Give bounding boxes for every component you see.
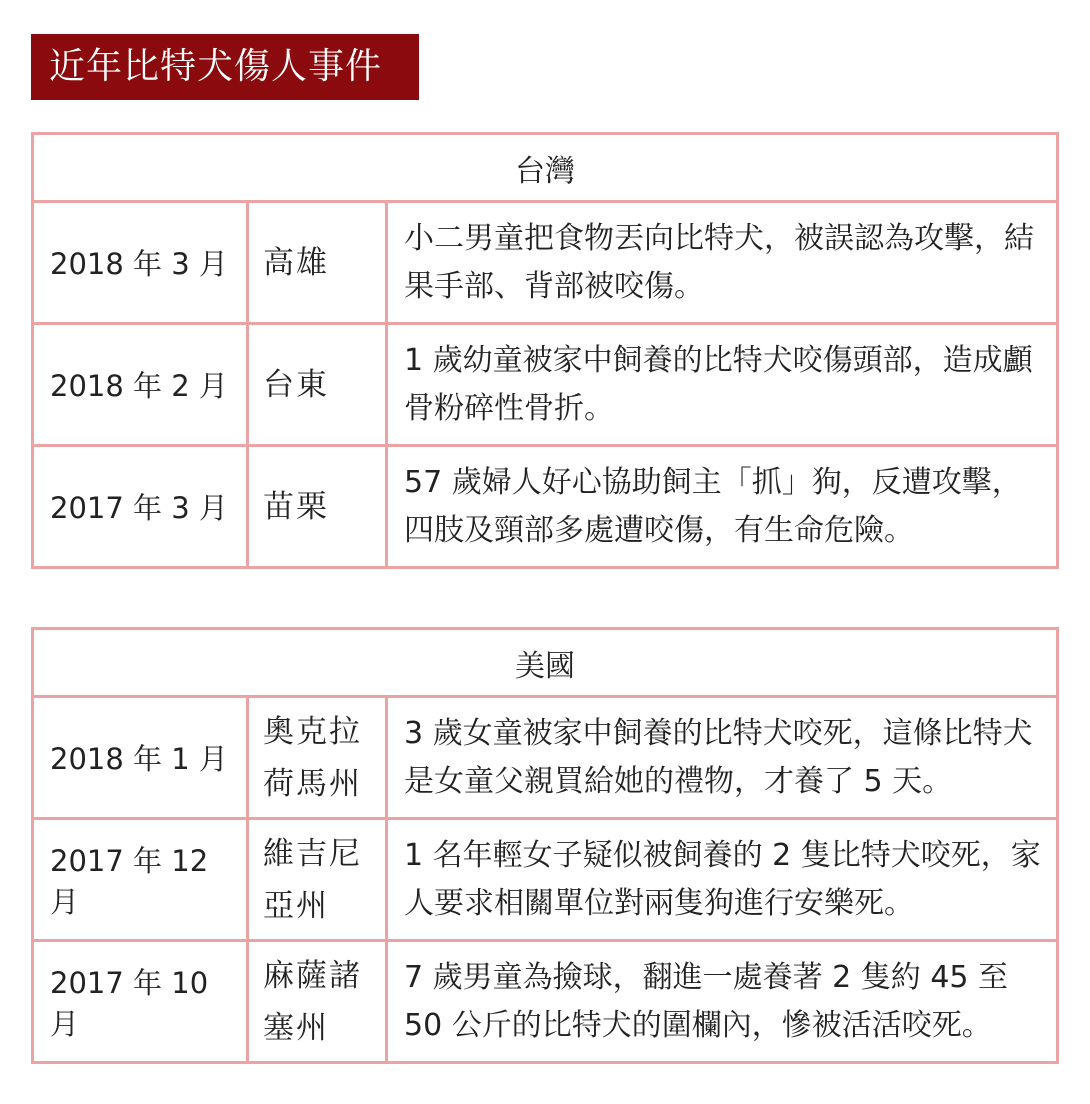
table-header-row bbox=[33, 134, 1058, 202]
event-place: 奧克拉荷馬州 bbox=[248, 697, 387, 819]
event-date: 2017 年 12 月 bbox=[33, 819, 248, 941]
event-date: 2018 年 1 月 bbox=[33, 697, 248, 819]
event-date: 2018 年 2 月 bbox=[33, 324, 248, 446]
usa-events-table bbox=[31, 627, 1059, 1064]
table-header-row bbox=[33, 629, 1058, 697]
event-date: 2018 年 3 月 bbox=[33, 202, 248, 324]
table-row bbox=[33, 819, 1058, 941]
table-row bbox=[33, 324, 1058, 446]
region-heading: 台灣 bbox=[33, 134, 1058, 202]
event-place: 麻薩諸塞州 bbox=[248, 941, 387, 1063]
event-date: 2017 年 3 月 bbox=[33, 446, 248, 568]
page-title: 近年比特犬傷人事件 bbox=[31, 34, 419, 100]
event-description: 1 歲幼童被家中飼養的比特犬咬傷頭部，造成顱骨粉碎性骨折。 bbox=[387, 324, 1058, 446]
taiwan-events-table bbox=[31, 132, 1059, 569]
event-place: 高雄 bbox=[248, 202, 387, 324]
event-place: 苗栗 bbox=[248, 446, 387, 568]
event-description: 7 歲男童為撿球，翻進一處養著 2 隻約 45 至 50 公斤的比特犬的圍欄內，慘被活活咬死。 bbox=[387, 941, 1058, 1063]
table-row bbox=[33, 697, 1058, 819]
event-place: 台東 bbox=[248, 324, 387, 446]
table-row bbox=[33, 202, 1058, 324]
event-description: 1 名年輕女子疑似被飼養的 2 隻比特犬咬死，家人要求相關單位對兩隻狗進行安樂死。 bbox=[387, 819, 1058, 941]
event-description: 3 歲女童被家中飼養的比特犬咬死，這條比特犬是女童父親買給她的禮物，才養了 5 天。 bbox=[387, 697, 1058, 819]
region-heading: 美國 bbox=[33, 629, 1058, 697]
event-date: 2017 年 10 月 bbox=[33, 941, 248, 1063]
event-description: 小二男童把食物丟向比特犬，被誤認為攻擊，結果手部、背部被咬傷。 bbox=[387, 202, 1058, 324]
event-place: 維吉尼亞州 bbox=[248, 819, 387, 941]
event-description: 57 歲婦人好心協助飼主「抓」狗，反遭攻擊，四肢及頸部多處遭咬傷，有生命危險。 bbox=[387, 446, 1058, 568]
table-row bbox=[33, 941, 1058, 1063]
table-row bbox=[33, 446, 1058, 568]
